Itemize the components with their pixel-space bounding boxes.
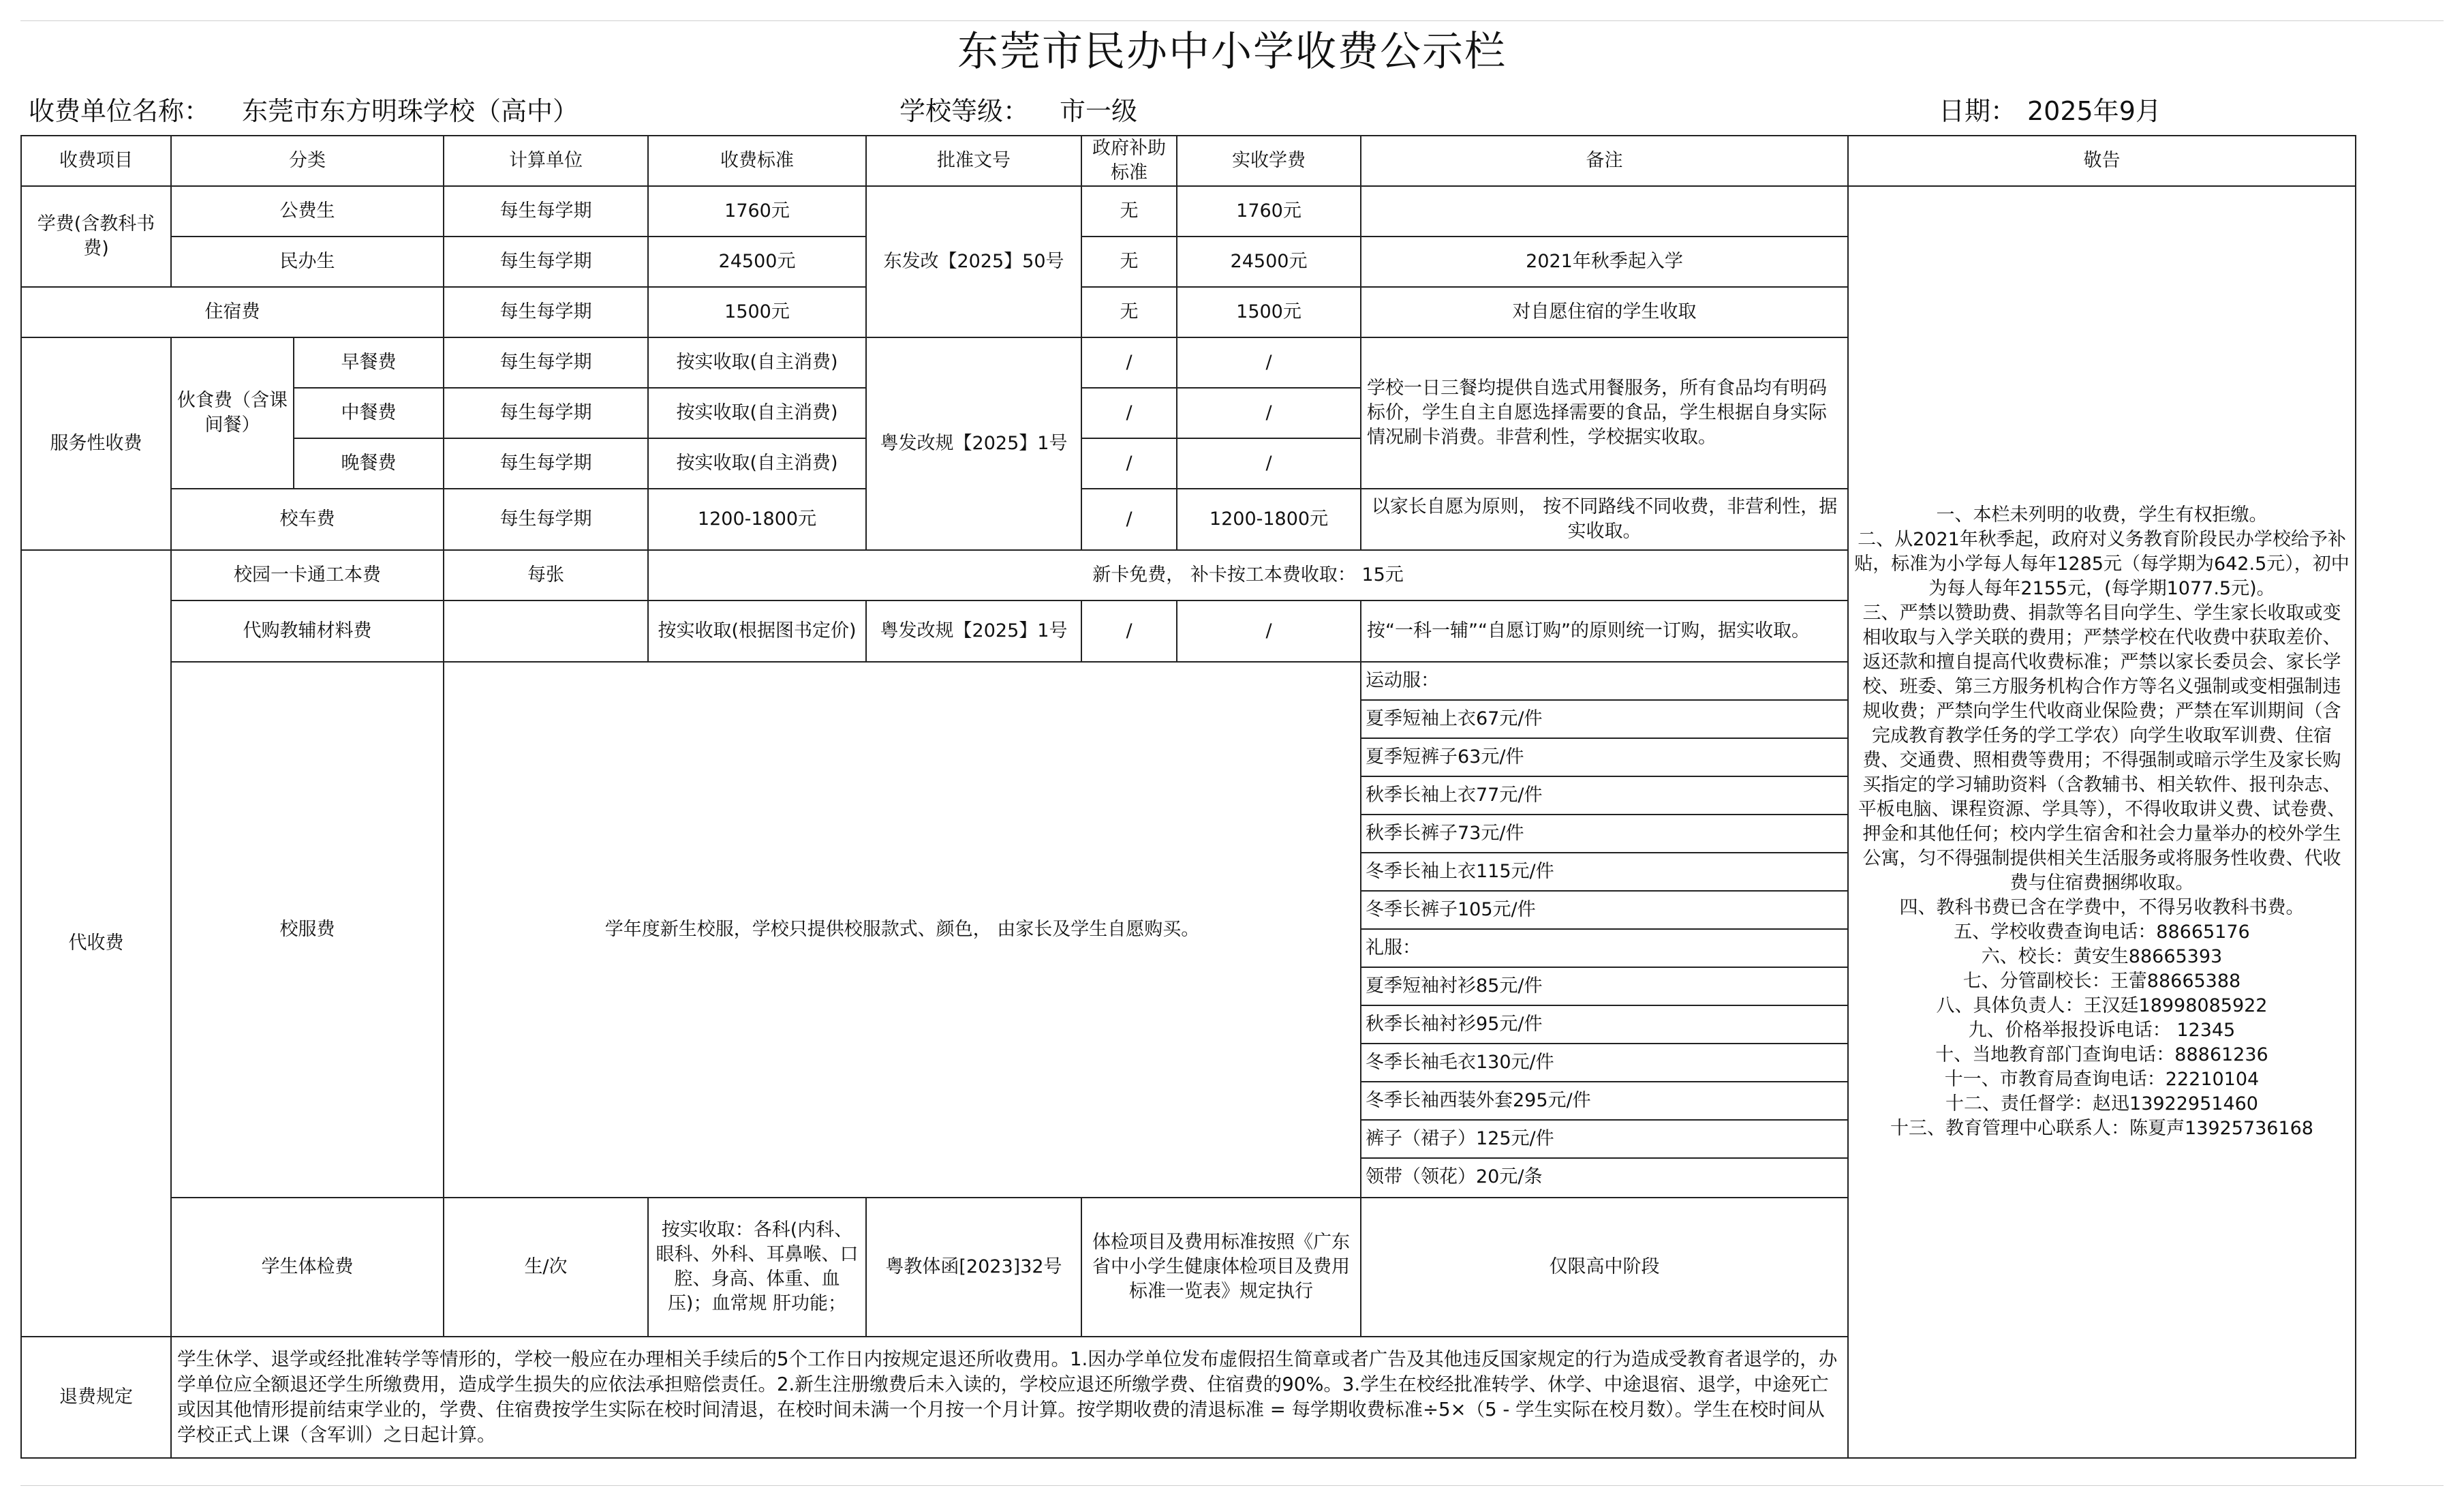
exam-approval: 粤教体函[2023]32号 — [866, 1198, 1081, 1337]
bus-fee: 1200-1800元 — [1177, 489, 1361, 550]
exam-subsidy: 体检项目及费用标准按照《广东省中小学生健康体检项目及费用标准一览表》规定执行 — [1081, 1198, 1361, 1337]
notice-item: 七、分管副校长：王蕾88665388 — [1962, 971, 2241, 992]
meal-unit: 每生每学期 — [444, 438, 648, 489]
notice-item: 八、具体负责人：王汉廷18998085922 — [1936, 995, 2268, 1016]
uniform-price-item: 冬季长袖毛衣130元/件 — [1361, 1044, 1847, 1082]
tuition-private-standard: 24500元 — [648, 237, 866, 287]
notice-item: 十二、责任督学：赵迅13922951460 — [1945, 1093, 2258, 1114]
notice-item: 三、严禁以赞助费、捐款等名目向学生、学生家长收取或变相收取与入学关联的费用；严禁学校在代收费中获取差价、返还款和擅自提高代收费标准；严禁以家长委员会、家长学校、班委、第三方服务机构合作方等名义强制或变相强制违规收费；严禁向学生代收商业保险费；严禁在军训期间（含完成教育教学任务的学工学农）向学生收取军训费、住宿费、交通费、照相费等费用；不得强制或暗示学生及家长购买指定的学习辅助资料（含教辅书、相关软件、报刊杂志、平板电脑、课程资源、学具等），不得收取讲义费、试卷费、押金和其他任何；校内学生宿舍和社会力量举办的校外学生公寓，匀不得强制提供相关生活服务或将服务性收费、代收费与住宿费捆绑收取。 — [1858, 603, 2346, 894]
tuition-public-category: 公费生 — [171, 186, 444, 237]
service-approval: 粤发改规【2025】1号 — [866, 337, 1081, 550]
exam-unit: 生/次 — [444, 1198, 648, 1337]
col-header-unit: 计算单位 — [444, 136, 648, 186]
uniform-price-item: 秋季长袖衬衫95元/件 — [1361, 1006, 1847, 1044]
refund-item: 退费规定 — [21, 1337, 171, 1458]
bus-note: 以家长自愿为原则， 按不同路线不同收费，非营利性，据实收取。 — [1361, 489, 1848, 550]
meal-standard: 按实收取(自主消费) — [648, 337, 866, 388]
notice-panel — [1848, 186, 2356, 1458]
bus-unit: 每生每学期 — [444, 489, 648, 550]
bus-subsidy: / — [1081, 489, 1177, 550]
exam-standard: 按实收取：各科(内科、眼科、外科、耳鼻喉、口腔、身高、体重、血压)；血常规 肝功能； — [648, 1198, 866, 1337]
lodging-standard: 1500元 — [648, 287, 866, 337]
service-item: 服务性收费 — [21, 337, 171, 550]
tuition-approval: 东发改【2025】50号 — [866, 186, 1081, 337]
meal-category: 早餐费 — [294, 337, 444, 388]
bus-category: 校车费 — [171, 489, 444, 550]
grade-label: 学校等级： — [899, 96, 1030, 126]
notice-item: 十、当地教育部门查询电话：88861236 — [1935, 1044, 2268, 1065]
notice-item: 四、教科书费已含在学费中，不得另收教科书费。 — [1899, 897, 2305, 918]
page-title: 东莞市民办中小学收费公示栏 — [957, 28, 1507, 76]
fee-table — [20, 135, 2356, 1459]
meal-subsidy: / — [1081, 388, 1177, 438]
notice-item: 五、学校收费查询电话：88665176 — [1954, 922, 2250, 943]
meal-category: 中餐费 — [294, 388, 444, 438]
exam-note: 仅限高中阶段 — [1361, 1198, 1848, 1337]
uniform-price-item: 夏季短袖衬衫85元/件 — [1361, 968, 1847, 1006]
uniform-price-item: 冬季长袖上衣115元/件 — [1361, 853, 1847, 892]
card-text: 新卡免费， 补卡按工本费收取： 15元 — [648, 550, 1848, 601]
agency-item: 代收费 — [21, 550, 171, 1337]
exam-category: 学生体检费 — [171, 1198, 444, 1337]
materials-note: 按“一科一辅”“自愿订购”的原则统一订购，据实收取。 — [1361, 601, 1848, 662]
header-row — [21, 136, 2356, 186]
col-header-category: 分类 — [171, 136, 444, 186]
grade-value: 市一级 — [1060, 96, 1138, 126]
tuition-public-unit: 每生每学期 — [444, 186, 648, 237]
uniform-price-item: 冬季长裤子105元/件 — [1361, 892, 1847, 930]
tuition-private-category: 民办生 — [171, 237, 444, 287]
uniform-price-item: 秋季长裤子73元/件 — [1361, 815, 1847, 853]
bus-standard: 1200-1800元 — [648, 489, 866, 550]
meal-fee: / — [1177, 388, 1361, 438]
meal-group: 伙食费（含课间餐） — [171, 337, 294, 489]
col-header-approval: 批准文号 — [866, 136, 1081, 186]
tuition-public-standard: 1760元 — [648, 186, 866, 237]
tuition-public-fee: 1760元 — [1177, 186, 1361, 237]
uniform-category: 校服费 — [171, 662, 444, 1198]
uniform-price-list — [1361, 662, 1848, 1198]
col-header-actual-fee: 实收学费 — [1177, 136, 1361, 186]
materials-fee: / — [1177, 601, 1361, 662]
table-row — [21, 186, 2356, 237]
uniform-price-item: 裤子（裙子）125元/件 — [1361, 1121, 1847, 1159]
notice-item: 十三、教育管理中心联系人：陈夏声13925736168 — [1890, 1118, 2313, 1139]
meal-unit: 每生每学期 — [444, 388, 648, 438]
uniform-price-item: 夏季短裤子63元/件 — [1361, 739, 1847, 777]
materials-category: 代购教辅材料费 — [171, 601, 444, 662]
materials-unit — [444, 601, 648, 662]
col-header-notice: 敬告 — [1848, 136, 2356, 186]
date-value: 2025年9月 — [2027, 96, 2161, 126]
uniform-price-item: 夏季短袖上衣67元/件 — [1361, 701, 1847, 739]
tuition-private-note: 2021年秋季起入学 — [1361, 237, 1848, 287]
tuition-private-subsidy: 无 — [1081, 237, 1177, 287]
lodging-item: 住宿费 — [21, 287, 444, 337]
lodging-unit: 每生每学期 — [444, 287, 648, 337]
meal-subsidy: / — [1081, 337, 1177, 388]
card-category: 校园一卡通工本费 — [171, 550, 444, 601]
uniform-price-item: 冬季长袖西装外套295元/件 — [1361, 1082, 1847, 1121]
meal-standard: 按实收取(自主消费) — [648, 438, 866, 489]
meal-category: 晚餐费 — [294, 438, 444, 489]
notice-item: 九、价格举报投诉电话： 12345 — [1968, 1020, 2236, 1041]
notice-item: 二、从2021年秋季起，政府对义务教育阶段民办学校给予补贴，标准为小学每人每年1285元（每学期为642.5元），初中为每人每年2155元，(每学期1077.5元)。 — [1854, 529, 2350, 599]
unit-name: 东莞市东方明珠学校（高中） — [242, 96, 579, 126]
col-header-item: 收费项目 — [21, 136, 171, 186]
col-header-subsidy: 政府补助标准 — [1081, 136, 1177, 186]
tuition-item: 学费(含教科书费) — [21, 186, 171, 287]
materials-approval: 粤发改规【2025】1号 — [866, 601, 1081, 662]
meal-unit: 每生每学期 — [444, 337, 648, 388]
materials-subsidy: / — [1081, 601, 1177, 662]
card-unit: 每张 — [444, 550, 648, 601]
meal-fee: / — [1177, 438, 1361, 489]
materials-standard: 按实收取(根据图书定价) — [648, 601, 866, 662]
tuition-public-subsidy: 无 — [1081, 186, 1177, 237]
notice-item: 六、校长：黄安生88665393 — [1981, 946, 2223, 967]
notice-item: 十一、市教育局查询电话：22210104 — [1944, 1069, 2260, 1090]
date-label: 日期： — [1939, 96, 2017, 126]
uniform-price-item: 运动服： — [1361, 663, 1847, 701]
lodging-note: 对自愿住宿的学生收取 — [1361, 287, 1848, 337]
col-header-standard: 收费标准 — [648, 136, 866, 186]
tuition-private-fee: 24500元 — [1177, 237, 1361, 287]
tuition-public-note — [1361, 186, 1848, 237]
unit-label: 收费单位名称： — [29, 96, 211, 126]
uniform-price-item: 秋季长袖上衣77元/件 — [1361, 777, 1847, 815]
refund-text: 学生休学、退学或经批准转学等情形的，学校一般应在办理相关手续后的5个工作日内按规定退还所收费用。1.因办学单位发布虚假招生简章或者广告及其他违反国家规定的行为造成受教育者退学的，办学单位应全额退还学生所缴费用，造成学生损失的应依法承担赔偿责任。2.新生注册缴费后未入读的，学校应退还所缴学费、住宿费的90%。3.学生在校经批准转学、休学、中途退宿、退学，中途死亡或因其他情形提前结束学业的，学费、住宿费按学生实际在校时间清退，在校时间未满一个月按一个月计算。按学期收费的清退标准 = 每学期收费标准÷5×（5 - 学生实际在校月数）。学生在校时间从学校正式上课（含军训）之日起计算。 — [171, 1337, 1848, 1458]
meal-standard: 按实收取(自主消费) — [648, 388, 866, 438]
tuition-private-unit: 每生每学期 — [444, 237, 648, 287]
uniform-price-item: 礼服： — [1361, 930, 1847, 968]
notice-item: 一、本栏未列明的收费，学生有权拒缴。 — [1936, 504, 2268, 526]
lodging-subsidy: 无 — [1081, 287, 1177, 337]
meal-subsidy: / — [1081, 438, 1177, 489]
col-header-note: 备注 — [1361, 136, 1848, 186]
meal-note: 学校一日三餐均提供自选式用餐服务，所有食品均有明码标价，学生自主自愿选择需要的食品，学生根据自身实际情况刷卡消费。非营利性，学校据实收取。 — [1361, 337, 1848, 489]
lodging-fee: 1500元 — [1177, 287, 1361, 337]
meal-fee: / — [1177, 337, 1361, 388]
uniform-price-item: 领带（领花）20元/条 — [1366, 1166, 1543, 1187]
uniform-text: 学年度新生校服，学校只提供校服款式、颜色， 由家长及学生自愿购买。 — [444, 662, 1361, 1198]
